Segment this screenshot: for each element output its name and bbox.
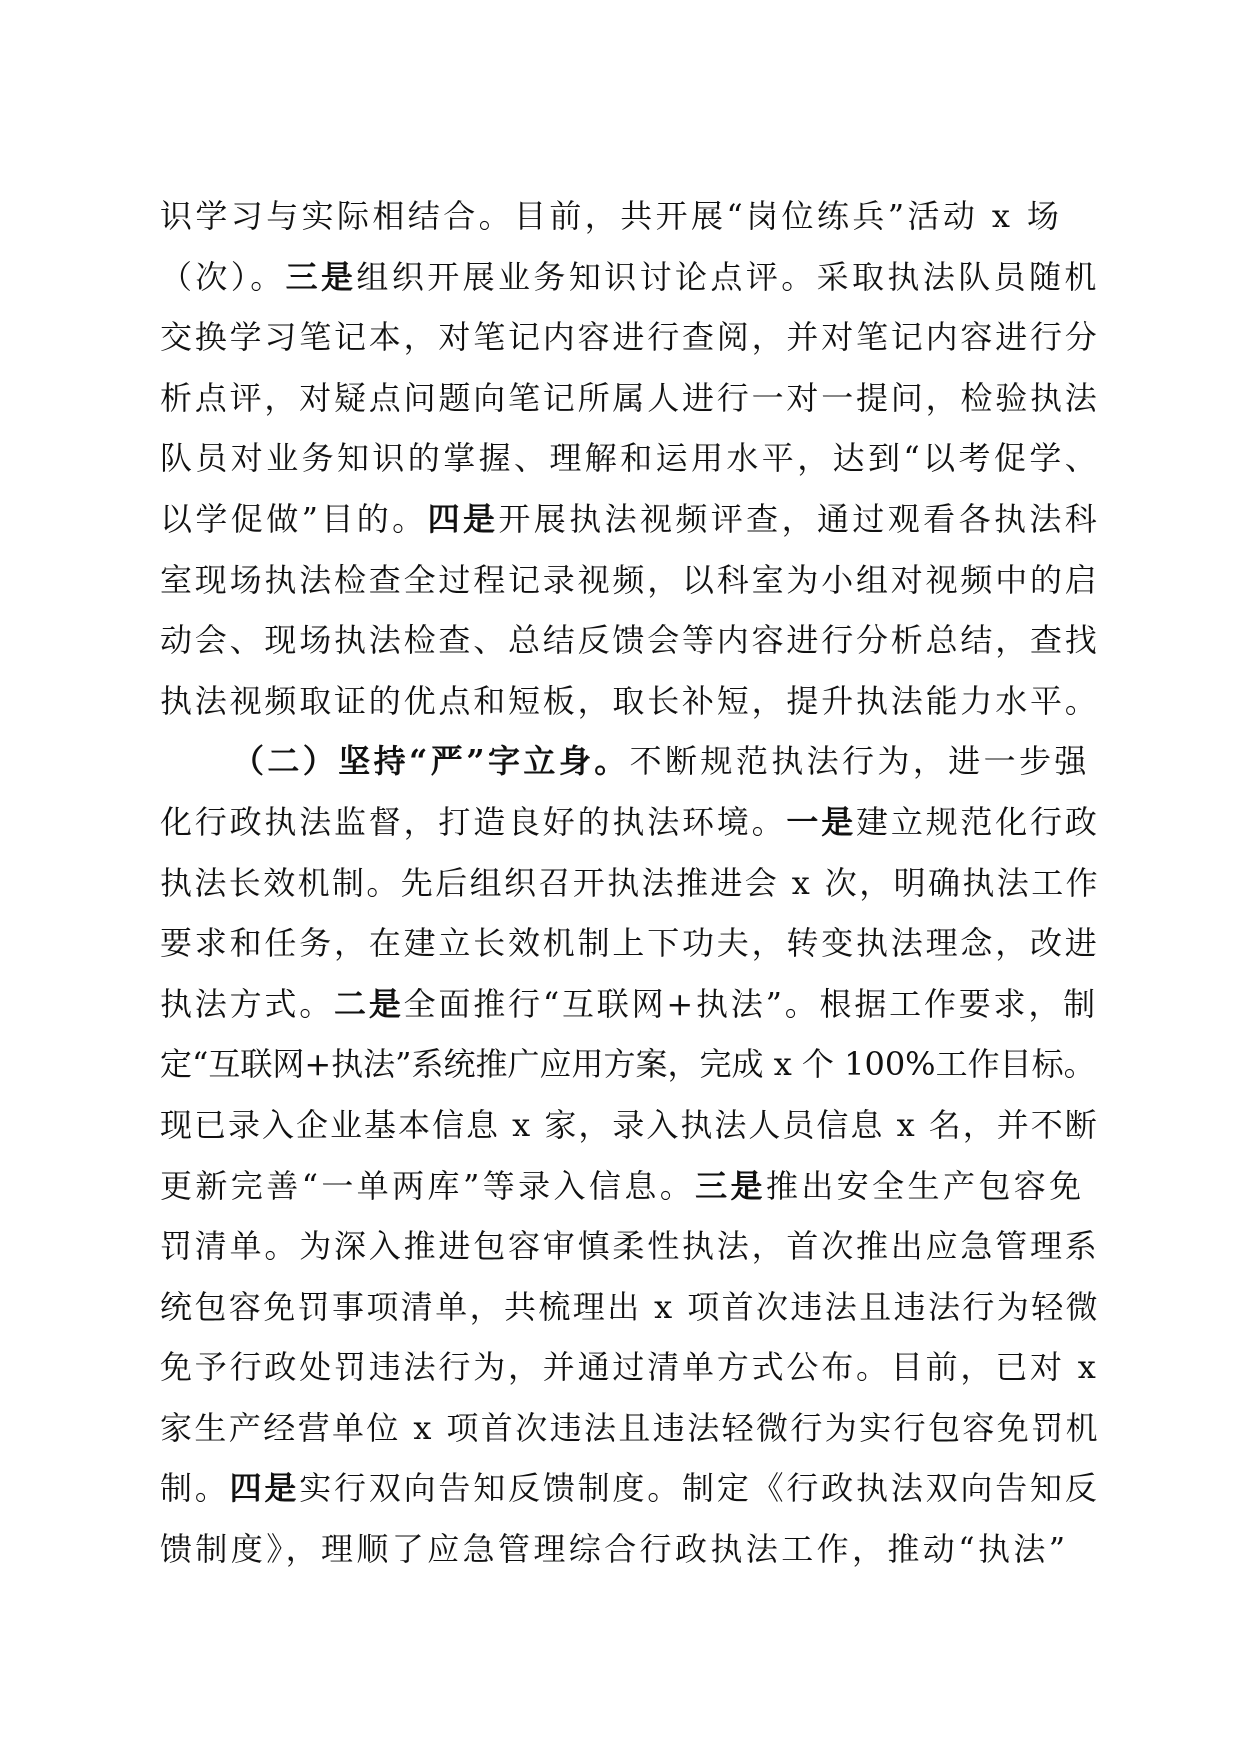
text-run: 执法长效机制。先后组织召开执法推进会 x 次，明确执法工作 [160, 863, 1100, 902]
text-line [160, 853, 1100, 914]
text-run: 化行政执法监督，打造良好的执法环境。 [160, 802, 787, 841]
text-line [160, 671, 1100, 732]
text-line [160, 489, 1100, 550]
text-line [160, 1398, 1100, 1459]
text-run: 不断规范执法行为，进一步强 [629, 742, 1090, 781]
text-line [160, 186, 1100, 247]
text-run: 队员对业务知识的掌握、理解和运用水平，达到“以考促学、 [160, 439, 1101, 478]
text-run: 更新完善“一单两库”等录入信息。 [160, 1166, 696, 1205]
text-line [160, 792, 1100, 853]
text-line [160, 428, 1100, 489]
text-line [160, 247, 1100, 308]
text-line [160, 1095, 1100, 1156]
bold-run: 三是 [695, 1166, 766, 1205]
text-line [160, 1277, 1100, 1338]
text-line [160, 974, 1100, 1035]
text-run: 定“互联网+执法”系统推广应用方案，完成 x 个 100%工作目标。 [160, 1045, 1096, 1084]
text-run: 以学促做”目的。 [160, 499, 428, 538]
bold-run: 四是 [427, 499, 499, 538]
text-run: 推出安全生产包容免 [765, 1166, 1085, 1205]
text-line [160, 610, 1100, 671]
text-run: 交换学习笔记本，对笔记内容进行查阅，并对笔记内容进行分 [160, 318, 1100, 357]
text-run: 执法方式。 [160, 984, 335, 1023]
text-run: 组织开展业务知识讨论点评。采取执法队员随机 [356, 257, 1100, 296]
text-run: 实行双向告知反馈制度。制定《行政执法双向告知反 [299, 1469, 1100, 1508]
text-line [160, 1216, 1100, 1277]
text-run: 执法视频取证的优点和短板，取长补短，提升执法能力水平。 [160, 681, 1100, 720]
bold-run: 三是 [285, 257, 357, 296]
text-line [160, 550, 1100, 611]
text-run: 室现场执法检查全过程记录视频，以科室为小组对视频中的启 [160, 560, 1100, 599]
text-run: 统包容免罚事项清单，共梳理出 x 项首次违法且违法行为轻微 [160, 1287, 1100, 1326]
text-line [160, 1337, 1100, 1398]
text-run: 动会、现场执法检查、总结反馈会等内容进行分析总结，查找 [160, 621, 1100, 660]
text-line [160, 1458, 1100, 1519]
text-run: 析点评，对疑点问题向笔记所属人进行一对一提问，检验执法 [160, 378, 1100, 417]
text-line [160, 307, 1100, 368]
bold-run: 一是 [786, 802, 857, 841]
text-run: 罚清单。为深入推进包容审慎柔性执法，首次推出应急管理系 [160, 1227, 1100, 1266]
text-line [160, 1034, 1100, 1095]
text-run: 现已录入企业基本信息 x 家，录入执法人员信息 x 名，并不断 [160, 1105, 1099, 1144]
text-run: 免予行政处罚违法行为，并通过清单方式公布。目前，已对 x [160, 1348, 1099, 1387]
bold-run: 二是 [334, 984, 404, 1023]
text-run: （次）。 [160, 257, 286, 296]
text-run: 开展执法视频评查，通过观看各执法科 [498, 499, 1101, 538]
section-heading: （二）坚持“严”字立身。 [232, 742, 630, 781]
text-line [160, 368, 1100, 429]
text-run: 识学习与实际相结合。目前，共开展“岗位练兵”活动 x 场 [160, 197, 1063, 235]
text-run: 制。 [160, 1469, 230, 1508]
text-run: 馈制度》，理顺了应急管理综合行政执法工作，推动“执法” [160, 1530, 1069, 1569]
text-run: 建立规范化行政 [856, 802, 1100, 841]
text-run: 家生产经营单位 x 项首次违法且违法轻微行为实行包容免罚机 [160, 1408, 1100, 1447]
body-text [160, 186, 1100, 1580]
text-line [160, 1519, 1100, 1580]
text-run: 要求和任务，在建立长效机制上下功夫，转变执法理念，改进 [160, 924, 1100, 963]
text-line [160, 1156, 1100, 1217]
bold-run: 四是 [229, 1469, 300, 1508]
text-run: 全面推行“互联网+执法”。根据工作要求，制 [403, 984, 1098, 1023]
text-line [160, 913, 1100, 974]
section-heading-line [160, 731, 1100, 792]
